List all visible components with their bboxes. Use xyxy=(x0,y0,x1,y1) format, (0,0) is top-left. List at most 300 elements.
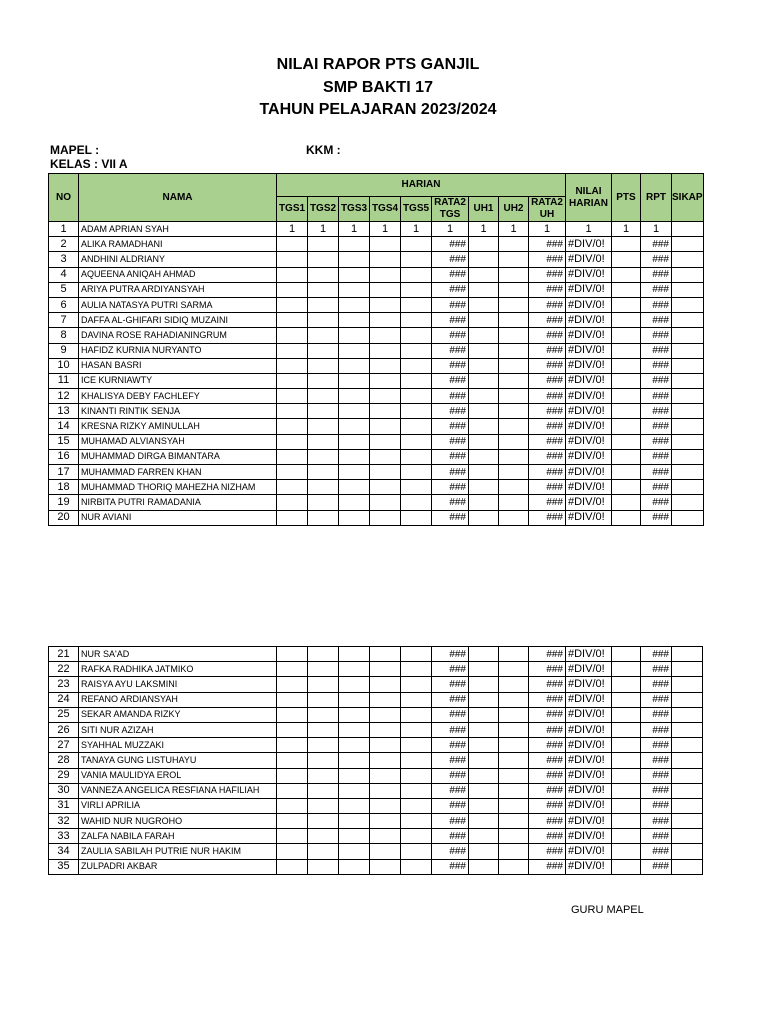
row-name: MUHAMMAD THORIQ MAHEZHA NIZHAM xyxy=(79,480,277,495)
row-name: AULIA NATASYA PUTRI SARMA xyxy=(79,297,277,312)
row-rata-tgs: ### xyxy=(432,647,469,662)
row-tgs xyxy=(308,252,339,267)
row-tgs xyxy=(370,313,401,328)
row-tgs xyxy=(339,252,370,267)
row-nilai-harian: #DIV/0! xyxy=(566,343,612,358)
row-uh1 xyxy=(469,434,499,449)
table-row xyxy=(49,647,703,662)
col-tgs1: TGS1 xyxy=(277,197,308,222)
row-rpt: ### xyxy=(641,692,672,707)
row-nilai-harian: #DIV/0! xyxy=(566,252,612,267)
row-tgs xyxy=(339,328,370,343)
row-rpt: ### xyxy=(641,480,672,495)
row-uh2 xyxy=(499,859,529,874)
row-rata-uh: ### xyxy=(529,753,566,768)
row-value: 1 xyxy=(529,222,566,237)
table-body-page1 xyxy=(49,222,704,526)
row-tgs xyxy=(339,707,370,722)
row-tgs xyxy=(339,267,370,282)
row-uh2 xyxy=(499,738,529,753)
table-row xyxy=(49,738,703,753)
row-nilai-harian: #DIV/0! xyxy=(566,313,612,328)
row-tgs xyxy=(370,480,401,495)
row-rpt: ### xyxy=(641,662,672,677)
row-rpt: ### xyxy=(641,707,672,722)
table-row xyxy=(49,465,704,480)
row-pts xyxy=(612,692,641,707)
row-pts xyxy=(612,798,641,813)
row-rpt: ### xyxy=(641,798,672,813)
row-tgs xyxy=(401,328,432,343)
table-row xyxy=(49,373,704,388)
row-nilai-harian: #DIV/0! xyxy=(566,707,612,722)
mapel-label: MAPEL : xyxy=(50,143,100,157)
table-row xyxy=(49,480,704,495)
row-tgs xyxy=(277,768,308,783)
row-tgs xyxy=(370,358,401,373)
row-sikap xyxy=(672,222,704,237)
row-name: AQUEENA ANIQAH AHMAD xyxy=(79,267,277,282)
row-nilai-harian: #DIV/0! xyxy=(566,859,612,874)
row-rata-tgs: ### xyxy=(432,798,469,813)
row-uh2 xyxy=(499,814,529,829)
row-rpt: ### xyxy=(641,343,672,358)
row-uh1 xyxy=(469,722,499,737)
row-rata-tgs: ### xyxy=(432,480,469,495)
row-name: NUR SA'AD xyxy=(79,647,277,662)
row-name: RAFKA RADHIKA JATMIKO xyxy=(79,662,277,677)
row-rata-uh: ### xyxy=(529,297,566,312)
table-row xyxy=(49,707,703,722)
row-value: 1 xyxy=(432,222,469,237)
table-row xyxy=(49,434,704,449)
row-tgs xyxy=(339,404,370,419)
row-rpt: ### xyxy=(641,282,672,297)
row-no: 11 xyxy=(49,373,79,388)
row-uh1 xyxy=(469,829,499,844)
row-rpt: ### xyxy=(641,510,672,525)
row-uh1 xyxy=(469,313,499,328)
row-nilai-harian: #DIV/0! xyxy=(566,510,612,525)
row-pts xyxy=(612,662,641,677)
row-rpt: ### xyxy=(641,783,672,798)
row-no: 25 xyxy=(49,707,79,722)
row-tgs xyxy=(277,814,308,829)
row-tgs xyxy=(339,480,370,495)
row-tgs xyxy=(370,859,401,874)
row-tgs xyxy=(401,282,432,297)
row-name: KINANTI RINTIK SENJA xyxy=(79,404,277,419)
row-uh1 xyxy=(469,358,499,373)
row-rata-tgs: ### xyxy=(432,328,469,343)
table-body-page2 xyxy=(49,647,703,875)
row-tgs xyxy=(308,373,339,388)
row-rata-tgs: ### xyxy=(432,373,469,388)
row-nilai-harian: #DIV/0! xyxy=(566,267,612,282)
col-uh2: UH2 xyxy=(499,197,529,222)
row-rata-tgs: ### xyxy=(432,677,469,692)
row-uh1 xyxy=(469,753,499,768)
row-pts xyxy=(612,282,641,297)
row-pts xyxy=(612,829,641,844)
row-value: 1 xyxy=(401,222,432,237)
row-tgs xyxy=(339,343,370,358)
row-rata-uh: ### xyxy=(529,510,566,525)
row-rata-uh: ### xyxy=(529,829,566,844)
row-tgs xyxy=(401,692,432,707)
row-sikap xyxy=(672,662,703,677)
row-value: 1 xyxy=(308,222,339,237)
row-name: KRESNA RIZKY AMINULLAH xyxy=(79,419,277,434)
row-tgs xyxy=(308,692,339,707)
row-rata-tgs: ### xyxy=(432,434,469,449)
row-tgs xyxy=(308,814,339,829)
row-rata-tgs: ### xyxy=(432,510,469,525)
row-tgs xyxy=(339,358,370,373)
row-rata-tgs: ### xyxy=(432,389,469,404)
row-tgs xyxy=(401,297,432,312)
row-uh2 xyxy=(499,373,529,388)
row-rata-uh: ### xyxy=(529,738,566,753)
row-tgs xyxy=(308,783,339,798)
row-value: 1 xyxy=(641,222,672,237)
row-tgs xyxy=(370,510,401,525)
row-uh1 xyxy=(469,267,499,282)
row-tgs xyxy=(401,480,432,495)
row-nilai-harian: #DIV/0! xyxy=(566,814,612,829)
row-tgs xyxy=(370,677,401,692)
row-nilai-harian: #DIV/0! xyxy=(566,495,612,510)
row-uh1 xyxy=(469,707,499,722)
col-nilai-harian: NILAI HARIAN xyxy=(566,174,612,222)
row-pts xyxy=(612,297,641,312)
row-tgs xyxy=(370,662,401,677)
row-uh2 xyxy=(499,844,529,859)
row-rpt: ### xyxy=(641,434,672,449)
row-tgs xyxy=(370,373,401,388)
row-tgs xyxy=(401,358,432,373)
row-tgs xyxy=(277,722,308,737)
row-tgs xyxy=(401,434,432,449)
row-uh2 xyxy=(499,313,529,328)
row-tgs xyxy=(277,252,308,267)
row-name: HAFIDZ KURNIA NURYANTO xyxy=(79,343,277,358)
row-nilai-harian: #DIV/0! xyxy=(566,373,612,388)
table-row xyxy=(49,495,704,510)
row-nilai-harian: #DIV/0! xyxy=(566,783,612,798)
row-uh2 xyxy=(499,419,529,434)
row-rpt: ### xyxy=(641,267,672,282)
row-uh1 xyxy=(469,465,499,480)
row-value: 1 xyxy=(370,222,401,237)
row-name: ALIKA RAMADHANI xyxy=(79,237,277,252)
row-uh1 xyxy=(469,237,499,252)
row-rpt: ### xyxy=(641,495,672,510)
row-sikap xyxy=(672,404,704,419)
row-rata-tgs: ### xyxy=(432,465,469,480)
row-tgs xyxy=(370,419,401,434)
row-rata-uh: ### xyxy=(529,722,566,737)
row-rpt: ### xyxy=(641,313,672,328)
row-pts xyxy=(612,738,641,753)
row-tgs xyxy=(401,814,432,829)
row-tgs xyxy=(308,798,339,813)
row-uh1 xyxy=(469,282,499,297)
row-tgs xyxy=(308,495,339,510)
row-no: 23 xyxy=(49,677,79,692)
row-rata-tgs: ### xyxy=(432,343,469,358)
row-tgs xyxy=(277,389,308,404)
row-tgs xyxy=(277,449,308,464)
row-tgs xyxy=(370,297,401,312)
row-tgs xyxy=(370,328,401,343)
row-nilai-harian: #DIV/0! xyxy=(566,465,612,480)
row-nilai-harian: #DIV/0! xyxy=(566,358,612,373)
row-tgs xyxy=(277,510,308,525)
row-nilai-harian: #DIV/0! xyxy=(566,722,612,737)
row-name: SEKAR AMANDA RIZKY xyxy=(79,707,277,722)
row-uh1 xyxy=(469,373,499,388)
row-nilai-harian: #DIV/0! xyxy=(566,677,612,692)
row-no: 6 xyxy=(49,297,79,312)
row-uh2 xyxy=(499,647,529,662)
row-uh1 xyxy=(469,844,499,859)
row-uh2 xyxy=(499,252,529,267)
row-pts xyxy=(612,404,641,419)
row-uh2 xyxy=(499,722,529,737)
row-sikap xyxy=(672,707,703,722)
row-tgs xyxy=(401,449,432,464)
row-tgs xyxy=(277,692,308,707)
row-rata-tgs: ### xyxy=(432,814,469,829)
row-uh1 xyxy=(469,297,499,312)
row-rata-uh: ### xyxy=(529,480,566,495)
row-uh2 xyxy=(499,267,529,282)
col-tgs2: TGS2 xyxy=(308,197,339,222)
kelas-label: KELAS : VII A xyxy=(50,157,128,171)
row-sikap xyxy=(672,722,703,737)
row-rata-uh: ### xyxy=(529,328,566,343)
row-no: 34 xyxy=(49,844,79,859)
row-tgs xyxy=(277,465,308,480)
row-no: 24 xyxy=(49,692,79,707)
row-no: 21 xyxy=(49,647,79,662)
row-tgs xyxy=(277,859,308,874)
row-pts xyxy=(612,434,641,449)
table-row xyxy=(49,692,703,707)
table-row xyxy=(49,328,704,343)
row-uh1 xyxy=(469,768,499,783)
row-no: 14 xyxy=(49,419,79,434)
row-tgs xyxy=(308,768,339,783)
row-uh2 xyxy=(499,753,529,768)
row-rata-uh: ### xyxy=(529,798,566,813)
row-tgs xyxy=(401,267,432,282)
row-pts xyxy=(612,480,641,495)
table-row xyxy=(49,389,704,404)
row-tgs xyxy=(370,798,401,813)
row-nilai-harian: #DIV/0! xyxy=(566,237,612,252)
row-no: 17 xyxy=(49,465,79,480)
row-no: 7 xyxy=(49,313,79,328)
row-tgs xyxy=(339,647,370,662)
row-tgs xyxy=(308,282,339,297)
row-tgs xyxy=(277,358,308,373)
row-uh2 xyxy=(499,404,529,419)
row-tgs xyxy=(339,768,370,783)
row-name: ZULPADRI AKBAR xyxy=(79,859,277,874)
row-sikap xyxy=(672,465,704,480)
guru-mapel-signature: GURU MAPEL xyxy=(571,904,644,916)
col-sikap: SIKAP xyxy=(672,174,704,222)
row-no: 1 xyxy=(49,222,79,237)
col-rata-uh: RATA2 UH xyxy=(529,197,566,222)
grades-table-page1 xyxy=(48,173,704,526)
row-no: 22 xyxy=(49,662,79,677)
row-uh2 xyxy=(499,692,529,707)
row-pts xyxy=(612,707,641,722)
table-row xyxy=(49,677,703,692)
row-nilai-harian: #DIV/0! xyxy=(566,662,612,677)
row-pts xyxy=(612,510,641,525)
row-sikap xyxy=(672,343,704,358)
row-pts xyxy=(612,373,641,388)
row-tgs xyxy=(370,267,401,282)
row-pts xyxy=(612,859,641,874)
row-tgs xyxy=(339,237,370,252)
row-rata-uh: ### xyxy=(529,237,566,252)
row-rata-tgs: ### xyxy=(432,313,469,328)
row-sikap xyxy=(672,738,703,753)
row-tgs xyxy=(401,662,432,677)
row-sikap xyxy=(672,798,703,813)
row-sikap xyxy=(672,449,704,464)
row-tgs xyxy=(370,647,401,662)
row-rata-uh: ### xyxy=(529,358,566,373)
row-tgs xyxy=(308,753,339,768)
row-tgs xyxy=(401,753,432,768)
row-tgs xyxy=(339,859,370,874)
row-uh2 xyxy=(499,510,529,525)
row-rata-uh: ### xyxy=(529,389,566,404)
row-tgs xyxy=(401,313,432,328)
row-tgs xyxy=(339,738,370,753)
row-rata-tgs: ### xyxy=(432,707,469,722)
row-rpt: ### xyxy=(641,844,672,859)
row-tgs xyxy=(401,465,432,480)
row-tgs xyxy=(339,434,370,449)
row-rata-tgs: ### xyxy=(432,419,469,434)
row-pts xyxy=(612,783,641,798)
row-nilai-harian: #DIV/0! xyxy=(566,647,612,662)
row-nilai-harian: #DIV/0! xyxy=(566,768,612,783)
table-row xyxy=(49,267,704,282)
row-name: VANIA MAULIDYA EROL xyxy=(79,768,277,783)
row-no: 28 xyxy=(49,753,79,768)
row-tgs xyxy=(308,237,339,252)
row-pts xyxy=(612,722,641,737)
row-value: 1 xyxy=(566,222,612,237)
row-tgs xyxy=(277,829,308,844)
row-tgs xyxy=(308,297,339,312)
row-pts xyxy=(612,449,641,464)
row-tgs xyxy=(308,449,339,464)
row-name: ARIYA PUTRA ARDIYANSYAH xyxy=(79,282,277,297)
row-sikap xyxy=(672,297,704,312)
row-sikap xyxy=(672,252,704,267)
row-sikap xyxy=(672,419,704,434)
row-tgs xyxy=(277,267,308,282)
row-tgs xyxy=(370,434,401,449)
row-tgs xyxy=(401,373,432,388)
row-name: VIRLI APRILIA xyxy=(79,798,277,813)
row-name: ICE KURNIAWTY xyxy=(79,373,277,388)
table-row xyxy=(49,449,704,464)
row-tgs xyxy=(401,783,432,798)
row-uh2 xyxy=(499,480,529,495)
row-tgs xyxy=(339,449,370,464)
row-rata-tgs: ### xyxy=(432,252,469,267)
row-rata-uh: ### xyxy=(529,662,566,677)
row-tgs xyxy=(339,783,370,798)
row-pts xyxy=(612,419,641,434)
row-uh1 xyxy=(469,510,499,525)
row-uh1 xyxy=(469,738,499,753)
row-no: 12 xyxy=(49,389,79,404)
row-uh1 xyxy=(469,389,499,404)
row-no: 13 xyxy=(49,404,79,419)
row-uh2 xyxy=(499,328,529,343)
row-rata-uh: ### xyxy=(529,434,566,449)
col-nama: NAMA xyxy=(79,174,277,222)
row-no: 5 xyxy=(49,282,79,297)
row-sikap xyxy=(672,768,703,783)
row-tgs xyxy=(308,859,339,874)
row-tgs xyxy=(370,449,401,464)
row-rpt: ### xyxy=(641,722,672,737)
row-name: ANDHINI ALDRIANY xyxy=(79,252,277,267)
row-tgs xyxy=(370,783,401,798)
row-tgs xyxy=(277,844,308,859)
row-name: TANAYA GUNG LISTUHAYU xyxy=(79,753,277,768)
row-sikap xyxy=(672,389,704,404)
row-tgs xyxy=(308,662,339,677)
row-nilai-harian: #DIV/0! xyxy=(566,434,612,449)
row-tgs xyxy=(277,297,308,312)
row-tgs xyxy=(308,844,339,859)
row-sikap xyxy=(672,328,704,343)
table-row xyxy=(49,662,703,677)
row-uh1 xyxy=(469,252,499,267)
row-uh1 xyxy=(469,814,499,829)
row-rata-tgs: ### xyxy=(432,859,469,874)
row-rata-uh: ### xyxy=(529,449,566,464)
row-no: 10 xyxy=(49,358,79,373)
row-tgs xyxy=(401,768,432,783)
row-tgs xyxy=(277,662,308,677)
row-no: 26 xyxy=(49,722,79,737)
row-tgs xyxy=(308,647,339,662)
row-tgs xyxy=(308,343,339,358)
row-tgs xyxy=(339,282,370,297)
row-no: 3 xyxy=(49,252,79,267)
row-no: 27 xyxy=(49,738,79,753)
row-nilai-harian: #DIV/0! xyxy=(566,753,612,768)
row-pts xyxy=(612,814,641,829)
row-rata-tgs: ### xyxy=(432,692,469,707)
row-tgs xyxy=(370,495,401,510)
row-rata-uh: ### xyxy=(529,859,566,874)
